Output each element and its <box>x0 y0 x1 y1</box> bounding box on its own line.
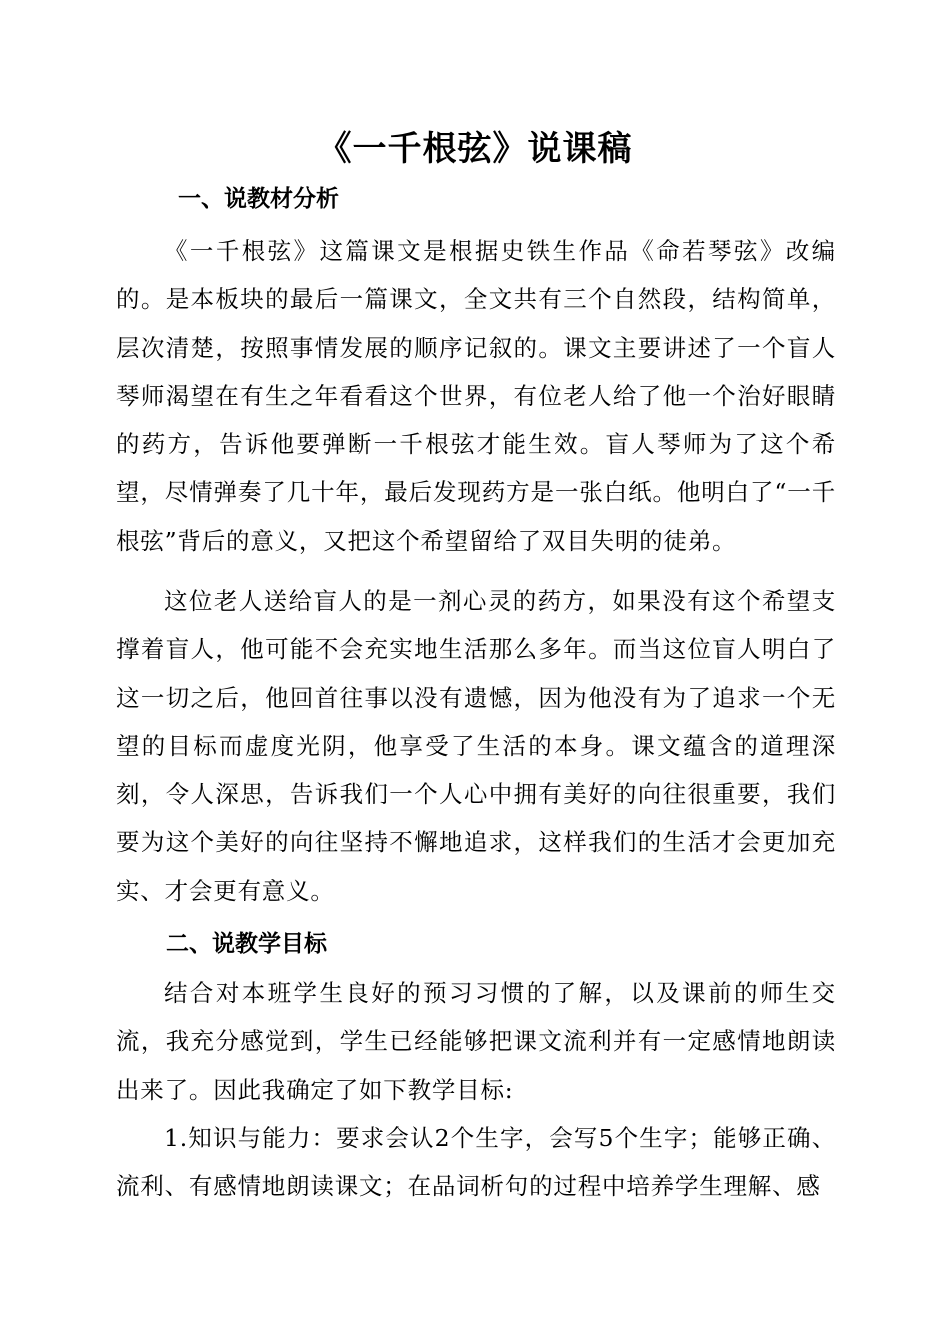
paragraph-text: 1.知识与能力：要求会认2个生字，会写5个生字；能够正确、流利、有感情地朗读课文；在品词析句的过程中培养学生理解、感 <box>116 1124 836 1201</box>
document-title: 《一千根弦》说课稿 <box>317 129 633 169</box>
paragraph-text: 这位老人送给盲人的是一剂心灵的药方，如果没有这个希望支撑着盲人，他可能不会充实地生活那么多年。而当这位盲人明白了这一切之后，他回首往事以没有遗憾，因为他没有为了追求一个无望的目标而虚度光阴，他享受了生活的本身。课文蕴含的道理深刻，令人深思，告诉我们一个人心中拥有美好的向往很重要，我们要为这个美好的向往坚持不懈地追求，这样我们的生活才会更加充实、才会更有意义。 <box>116 587 836 905</box>
paragraph-text: 《一千根弦》这篇课文是根据史铁生作品《命若琴弦》改编的。是本板块的最后一篇课文，全文共有三个自然段，结构简单，层次清楚，按照事情发展的顺序记叙的。课文主要讲述了一个盲人琴师渴望在有生之年看看这个世界，有位老人给了他一个治好眼睛的药方，告诉他要弹断一千根弦才能生效。盲人琴师为了这个希望，尽情弹奏了几十年，最后发现药方是一张白纸。他明白了“一千根弦”背后的意义，又把这个希望留给了双目失明的徒弟。 <box>116 237 836 555</box>
section-heading-textbook-analysis: 一、说教材分析 <box>178 186 339 212</box>
section-heading-teaching-goals: 二、说教学目标 <box>166 931 327 957</box>
paragraph-text: 结合对本班学生良好的预习习惯的了解，以及课前的师生交流，我充分感觉到，学生已经能够把课文流利并有一定感情地朗读出来了。因此我确定了如下教学目标: <box>116 979 836 1104</box>
